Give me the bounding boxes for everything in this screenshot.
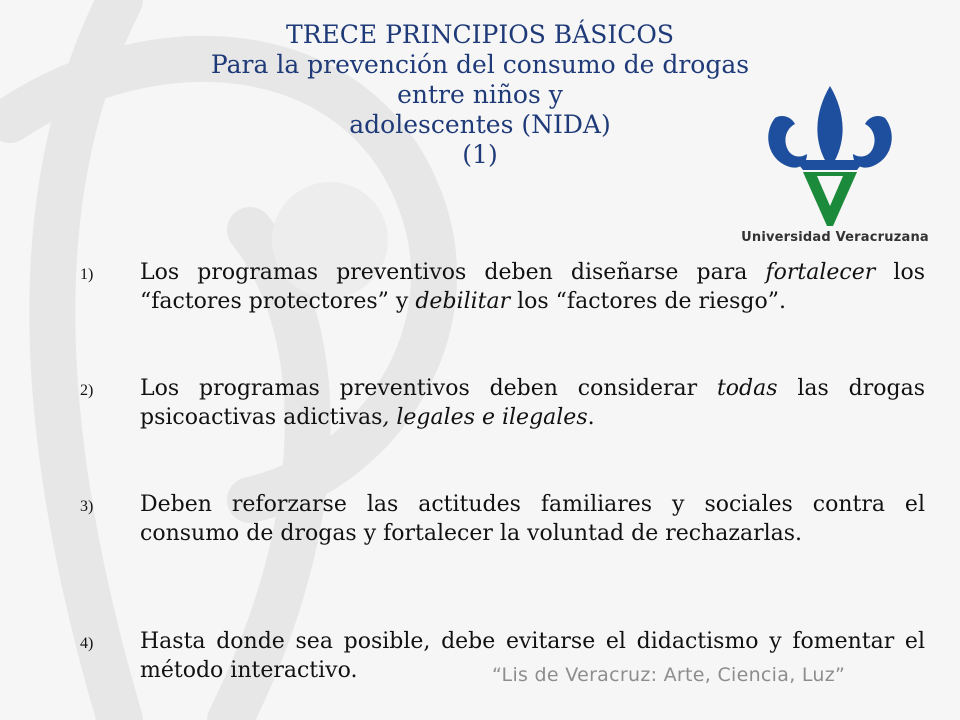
principle-number: 1) [80,266,94,283]
logo-caption: Universidad Veracruzana [741,230,929,245]
principle-item [80,490,925,627]
principle-item [80,374,925,490]
principle-text: Hasta donde sea posible, debe evitarse el didactismo y fomentar el método interactivo. [140,629,925,683]
principle-text: Deben reforzarse las actitudes familiares y sociales contra el consumo de drogas y fortalecer la voluntad de rechazarlas. [140,492,925,546]
principle-number: 4) [80,635,94,652]
principle-text: Los programas preventivos deben considerar todas las drogas psicoactivas adictivas, legales e ilegales. [140,376,926,430]
slide-title [200,20,760,170]
principle-number: 2) [80,382,94,399]
title-line-1: TRECE PRINCIPIOS BÁSICOS [286,20,674,49]
principles-list [80,258,925,687]
title-line-3: adolescentes (NIDA) [349,110,611,139]
principle-item [80,258,925,374]
title-line-4: (1) [462,140,498,169]
university-logo [735,78,930,253]
principle-number: 3) [80,498,94,515]
flor-de-lis-logo-icon [735,78,930,228]
principle-item [80,627,925,687]
university-motto: “Lis de Veracruz: Arte, Ciencia, Luz” [492,664,846,686]
principle-text: Los programas preventivos deben diseñarse para fortalecer los “factores protectores” y debilitar los “factores de riesgo”. [140,260,925,314]
title-line-2: Para la prevención del consumo de drogas entre niños y [210,50,750,109]
